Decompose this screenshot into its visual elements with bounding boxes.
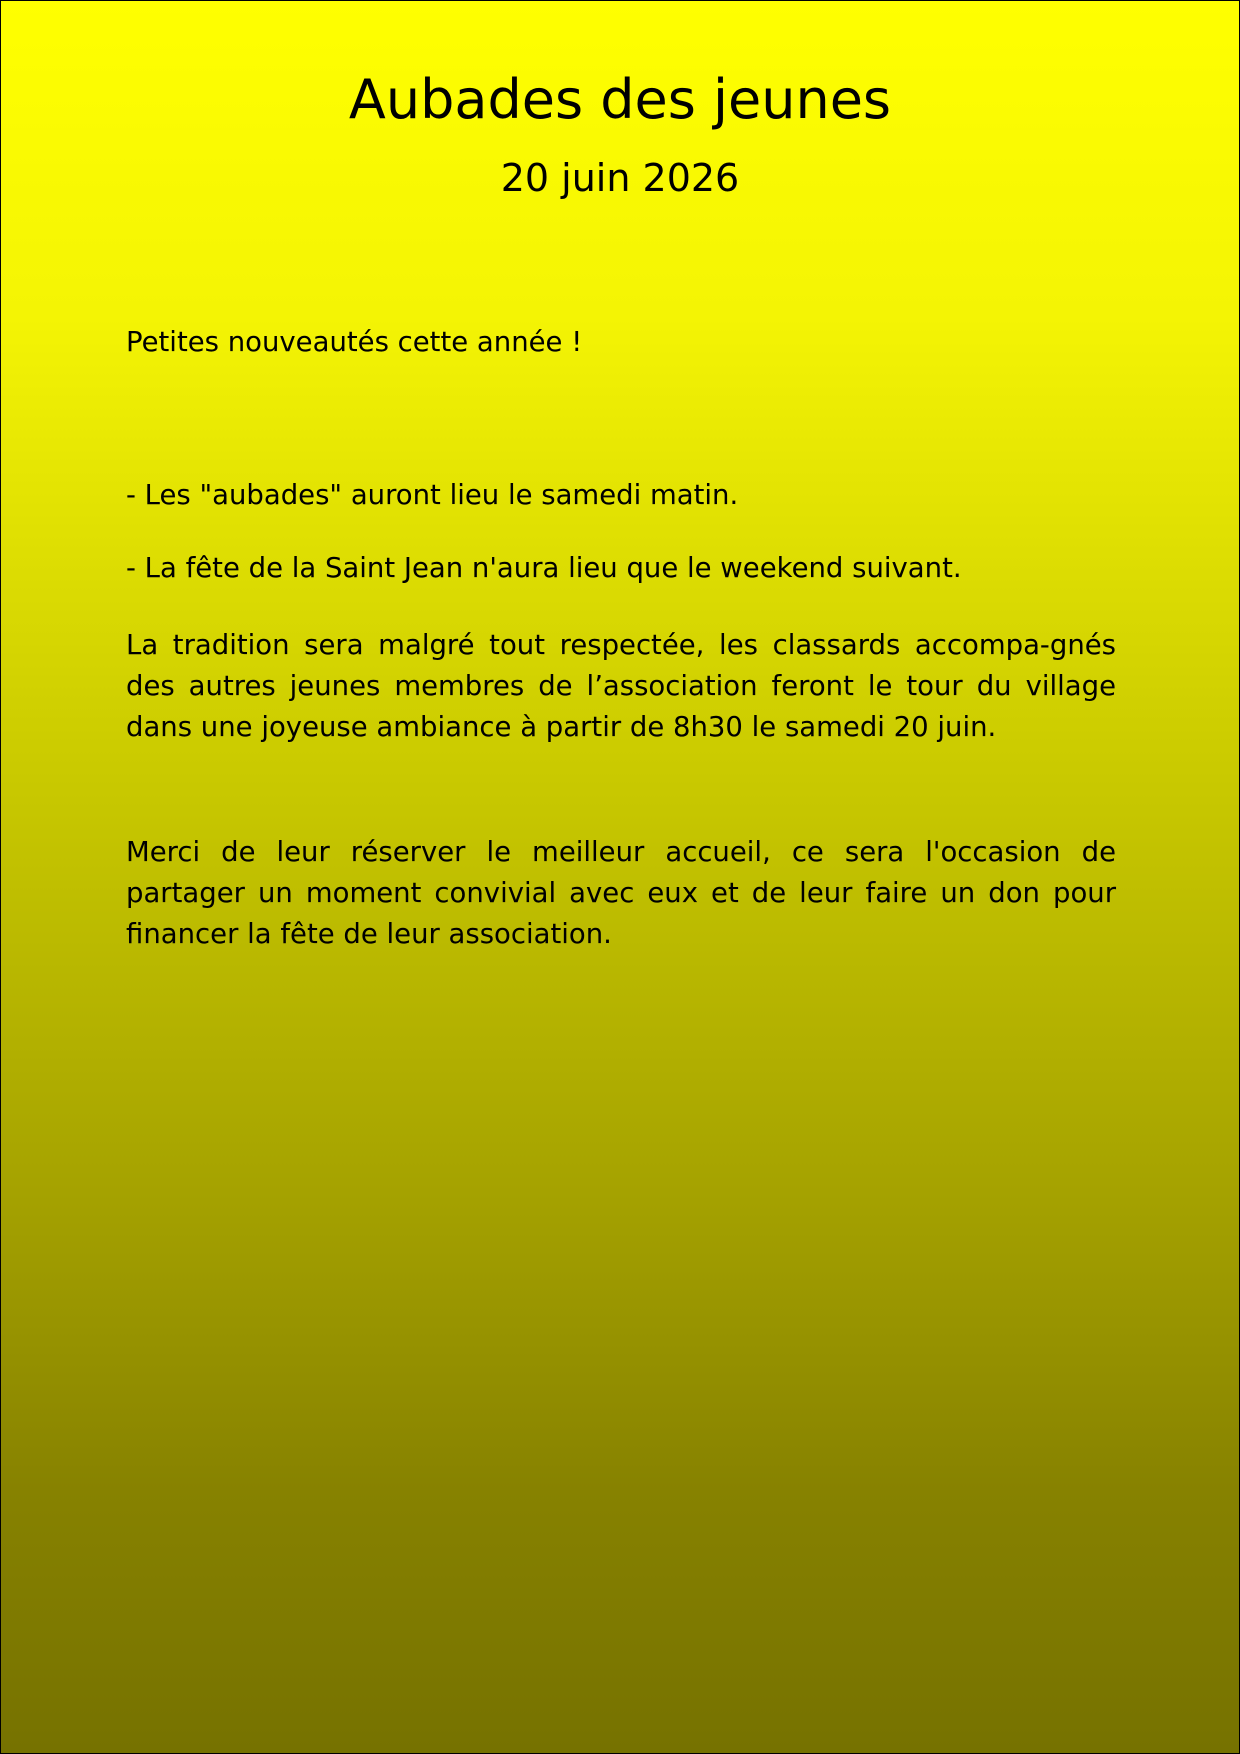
page-title: Aubades des jeunes — [348, 68, 892, 131]
event-date: 20 juin 2026 — [500, 156, 740, 200]
bullet-aubades: - Les "aubades" auront lieu le samedi matin. — [126, 479, 739, 511]
thanks-paragraph: Merci de leur réserver le meilleur accueil, ce sera l'occasion de partager un moment convivial avec eux et de leur faire un don pour financer la fête de leur association. — [126, 836, 1116, 950]
bullet-saint-jean: - La fête de la Saint Jean n'aura lieu que le weekend suivant. — [126, 552, 962, 584]
tradition-paragraph: La tradition sera malgré tout respectée, les classards accompa-gnés des autres jeunes membres de l’association feront le tour du village dans une joyeuse ambiance à partir de 8h30 le samedi 20 juin. — [126, 629, 1116, 743]
intro-text: Petites nouveautés cette année ! — [126, 326, 583, 358]
